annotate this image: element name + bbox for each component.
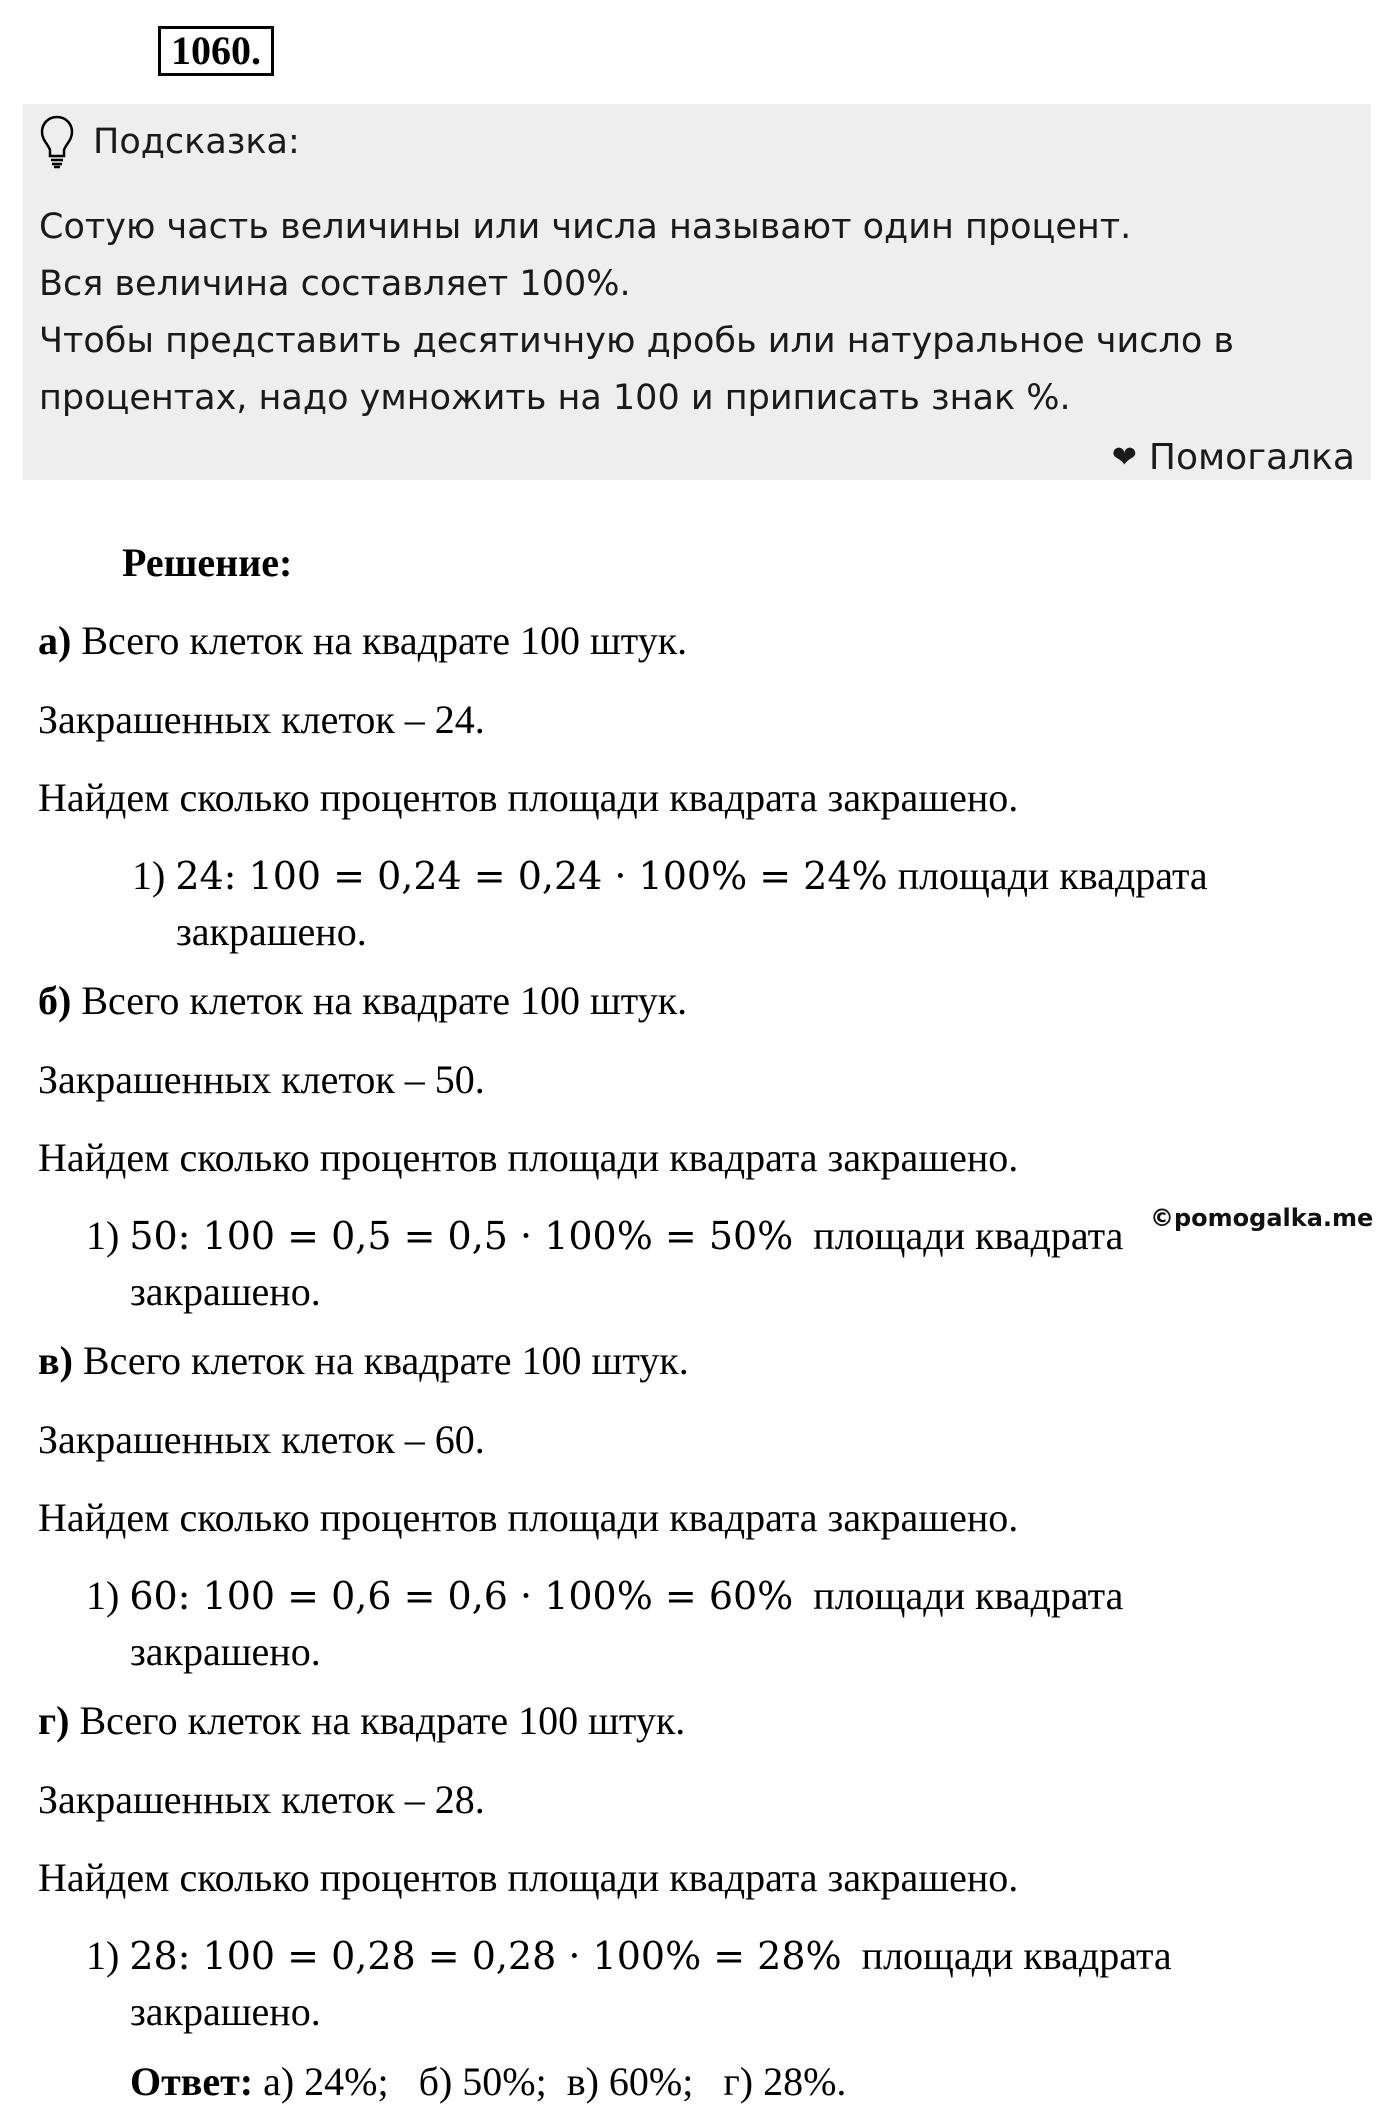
part-d-question: Найдем сколько процентов площади квадрата закрашено. [38, 1855, 1019, 1900]
hint-text [39, 199, 1234, 427]
answer-item: в) 60%; [566, 2059, 694, 2104]
part-b-total [38, 977, 687, 1025]
step-number: 1) [132, 853, 166, 898]
step-number: 1) [86, 1573, 120, 1618]
step-result: площади квадрата [897, 853, 1208, 898]
part-a-step-cont: закрашено. [176, 909, 367, 954]
watermark: ©pomogalka.me [1150, 1204, 1374, 1232]
part-d-step [86, 1932, 1172, 1980]
step-formula: 28: 100 = 0,28 = 0,28 · 100% = 28% [129, 1934, 842, 1978]
part-d-shaded: Закрашенных клеток – 28. [38, 1777, 485, 1822]
part-a-question: Найдем сколько процентов площади квадрата закрашено. [38, 775, 1019, 820]
answer-item: б) 50%; [418, 2059, 547, 2104]
part-c-total [38, 1337, 689, 1385]
step-formula: 50: 100 = 0,5 = 0,5 · 100% = 50% [129, 1214, 794, 1258]
part-a-step [132, 852, 1208, 900]
step-result: площади квадрата [813, 1213, 1124, 1258]
step-number: 1) [86, 1933, 120, 1978]
hint-box [23, 104, 1371, 480]
part-label: в) [38, 1338, 73, 1383]
hint-line: процентах, надо умножить на 100 и приписать знак %. [39, 378, 1071, 418]
part-total-text: Всего клеток на квадрате 100 штук. [81, 618, 688, 663]
step-formula: 24: 100 = 0,24 = 0,24 · 100% = 24% [175, 854, 888, 898]
hint-title: Подсказка: [93, 122, 300, 162]
answer-item: г) 28%. [723, 2059, 847, 2104]
part-b-question: Найдем сколько процентов площади квадрата закрашено. [38, 1135, 1019, 1180]
part-total-text: Всего клеток на квадрате 100 штук. [82, 1338, 689, 1383]
brand-link[interactable] [1112, 437, 1355, 478]
part-total-text: Всего клеток на квадрате 100 штук. [81, 978, 688, 1023]
part-b-step-cont: закрашено. [130, 1269, 321, 1314]
heart-icon: ❤ [1111, 440, 1137, 475]
part-total-text: Всего клеток на квадрате 100 штук. [79, 1698, 686, 1743]
hint-line: Чтобы представить десятичную дробь или натуральное число в [39, 321, 1235, 361]
part-c-step [86, 1572, 1123, 1620]
hint-header [39, 114, 300, 170]
lightbulb-icon [39, 114, 75, 170]
answer-line [130, 2058, 846, 2106]
part-a-total [38, 617, 687, 665]
part-d-total [38, 1697, 685, 1745]
step-formula: 60: 100 = 0,6 = 0,6 · 100% = 60% [129, 1574, 794, 1618]
part-label: а) [38, 618, 72, 663]
part-c-question: Найдем сколько процентов площади квадрата закрашено. [38, 1495, 1019, 1540]
part-label: б) [38, 978, 72, 1023]
step-result: площади квадрата [861, 1933, 1172, 1978]
hint-line: Вся величина составляет 100%. [39, 264, 631, 304]
part-a-shaded: Закрашенных клеток – 24. [38, 697, 485, 742]
part-c-shaded: Закрашенных клеток – 60. [38, 1417, 485, 1462]
answer-item: а) 24%; [263, 2059, 389, 2104]
part-b-shaded: Закрашенных клеток – 50. [38, 1057, 485, 1102]
step-number: 1) [86, 1213, 120, 1258]
solution-heading: Решение: [122, 540, 293, 585]
part-label: г) [38, 1698, 70, 1743]
answer-label: Ответ: [130, 2059, 254, 2104]
step-result: площади квадрата [813, 1573, 1124, 1618]
part-d-step-cont: закрашено. [130, 1989, 321, 2034]
brand-name: Помогалка [1148, 437, 1355, 478]
task-number: 1060. [158, 26, 274, 76]
part-c-step-cont: закрашено. [130, 1629, 321, 1674]
hint-line: Сотую часть величины или числа называют один процент. [39, 207, 1132, 247]
part-b-step [86, 1212, 1123, 1260]
